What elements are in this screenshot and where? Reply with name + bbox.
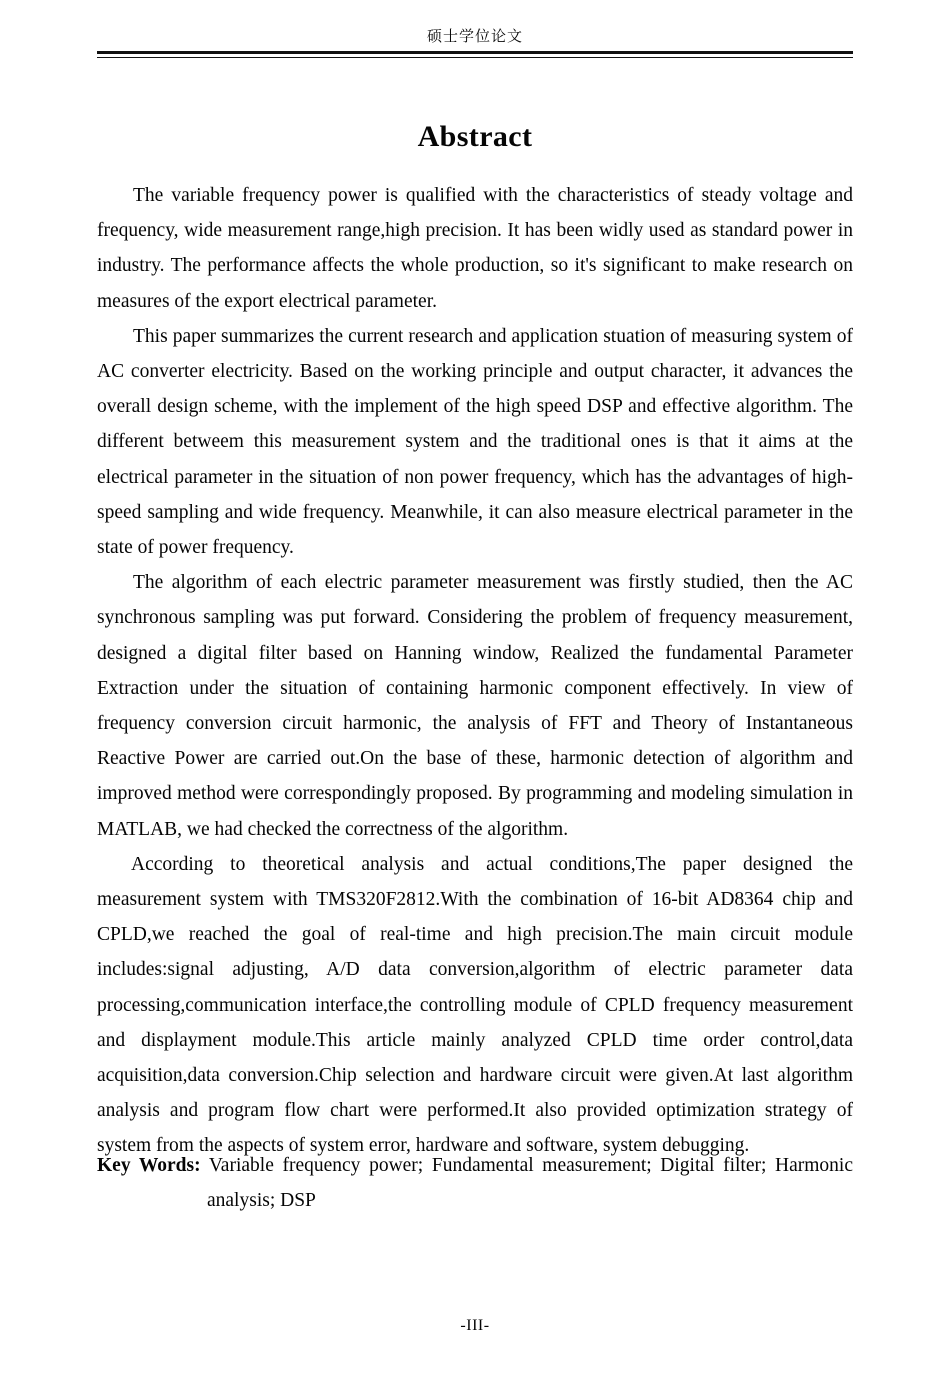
abstract-paragraph: This paper summarizes the current research and application stuation of measuring system of AC converter electricity. Based on the working principle and output character, it advances the overall design scheme, with the implement of the high speed DSP and effective algorithm. The different betweem this measurement system and the traditional ones is that it aims at the electrical parameter in the situation of non power frequency, which has the advantages of high-speed sampling and wide frequency. Meanwhile, it can also measure electrical parameter in the state of power frequency. — [97, 325, 853, 559]
abstract-paragraph: The variable frequency power is qualified with the characteristics of steady voltage and frequency, wide measurement range,high precision. It has been widly used as standard power in industry. The performance affects the whole production, so it's significant to make research on measures of the export electrical parameter. — [97, 185, 853, 312]
page-footer — [97, 1316, 853, 1336]
keywords-section — [97, 1148, 853, 1218]
keywords-value: Variable frequency power; Fundamental measurement; Digital filter; Harmonic analysis; DSP — [200, 1155, 853, 1212]
running-head: 硕士学位论文 — [426, 27, 523, 45]
keywords-line — [97, 1148, 853, 1218]
abstract-body — [97, 178, 853, 1164]
abstract-paragraph: According to theoretical analysis and actual conditions,The paper designed the measurement system with TMS320F2812.With the combination of 16-bit AD8364 chip and CPLD,we reached the goal of real-time and high precision.The main circuit module includes:signal adjusting, A/D data conversion,algorithm of electric parameter data processing,communication interface,the controlling module of CPLD frequency measurement and displayment module.This article mainly analyzed CPLD time order control,data acquisition,data conversion.Chip selection and hardware circuit were given.At last algorithm analysis and program flow chart were performed.It also provided optimization strategy of system from the aspects of system error, hardware and software, system debugging. — [97, 853, 853, 1157]
page-header — [97, 0, 853, 58]
keywords-label: Key Words: — [97, 1155, 201, 1176]
header-double-rule — [97, 51, 853, 58]
abstract-paragraph: The algorithm of each electric parameter measurement was firstly studied, then the AC synchronous sampling was put forward. Considering the problem of frequency measurement, designed a digital filter based on Hanning window, Realized the fundamental Parameter Extraction under the situation of containing harmonic component effectively. In view of frequency conversion circuit harmonic, the analysis of FFT and Theory of Instantaneous Reactive Power are carried out.On the base of these, harmonic detection of algorithm and improved method were correspondingly proposed. By programming and modeling simulation in MATLAB, we had checked the correctness of the algorithm. — [97, 572, 853, 840]
page-title: Abstract — [417, 120, 533, 154]
page-number: -III- — [460, 1317, 490, 1334]
